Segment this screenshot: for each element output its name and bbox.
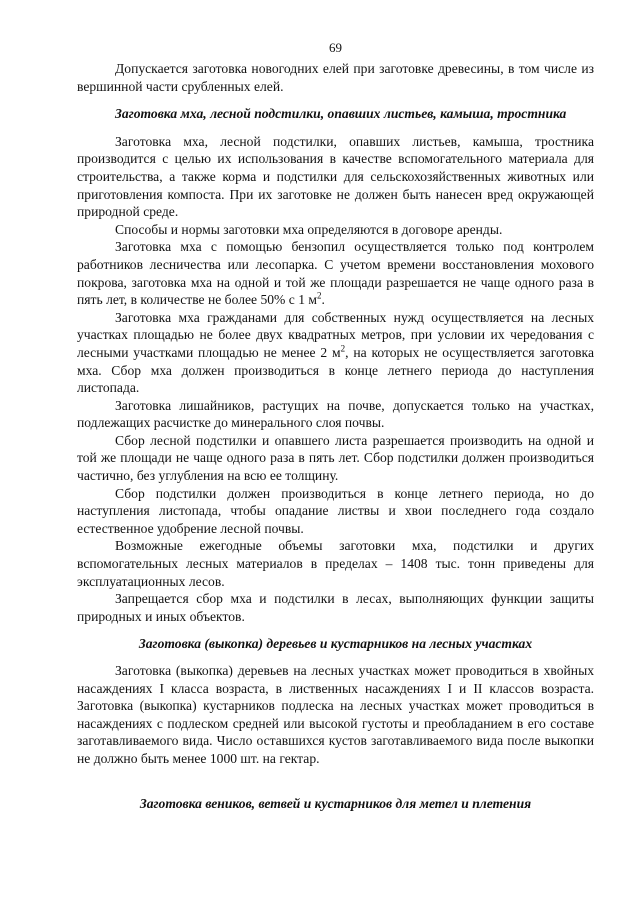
paragraph-lichens: Заготовка лишайников, растущих на почве, допускается только на участках, подлежащих расчистке до минерального слоя почвы. (77, 397, 594, 431)
document-page (77, 40, 594, 812)
paragraph-moss-citizens (77, 309, 594, 397)
paragraph-moss-citizens-text-b: , на которых не осуществляется заготовка мха. Сбор мха должен производиться в конце летнего периода до наступления листопада. (77, 344, 594, 396)
section-heading-digging: Заготовка (выкопка) деревьев и кустарников на лесных участках (138, 636, 533, 652)
paragraph-annual-volumes: Возможные ежегодные объемы заготовки мха, подстилки и других вспомогательных лесных материалов в пределах – 1408 тыс. тонн приведены для эксплуатационных лесов. (77, 538, 594, 589)
paragraph-moss-citizens-text-a: Заготовка мха гражданами для собственных нужд осуществляется на лесных участках площадью не более двух квадратных метров, при условии их чередования с лесными участками площадью не менее 2 м (77, 309, 594, 360)
paragraph-litter-collection: Сбор лесной подстилки и опавшего листа разрешается производить на одной и той же площади не чаще одного раза в пять лет. Сбор подстилки должен производиться частично, без углубления на всю ее толщину. (77, 432, 594, 484)
paragraph-moss-purpose: Заготовка мха, лесной подстилки, опавших листьев, камыша, тростника производится с целью их использования в качестве вспомогательного материала для строительства, а также корма и подстилки для сельскохозяйственных животных или приготовления компоста. При их заготовке не должен быть нанесен вред окружающей природной среде. (77, 133, 594, 220)
superscript-square: 2 (317, 290, 322, 301)
paragraph-digging-trees: Заготовка (выкопка) деревьев на лесных участках может проводиться в хвойных насаждениях I класса возраста, в лиственных насаждениях I и II классов возраста. Заготовка (выкопка) кустарников подлеска на лесных участках может проводиться в насаждениях с подлеском средней или высокой густоты и преобладанием в его составе заготавливаемого вида. Число оставшихся кустов заготавливаемого вида после выкопки не должно быть менее 1000 шт. на гектар. (77, 663, 594, 766)
paragraph-prohibition: Запрещается сбор мха и подстилки в лесах, выполняющих функции защиты природных и иных объектов. (77, 591, 594, 624)
paragraph-moss-chainsaw-end: . (321, 292, 325, 308)
section-heading-moss: Заготовка мха, лесной подстилки, опавших листьев, камыша, тростника (115, 106, 567, 122)
paragraph-new-year-trees: Допускается заготовка новогодних елей при заготовке древесины, в том числе из вершинной части срубленных елей. (77, 61, 594, 94)
page-number: 69 (329, 40, 342, 55)
superscript-square: 2 (340, 343, 346, 354)
paragraph-litter-timing: Сбор подстилки должен производиться в конце летнего периода, но до наступления листопада, чтобы опадание листвы и хвои последнего года создало естественное удобрение лесной почвы. (77, 485, 594, 536)
paragraph-moss-methods: Способы и нормы заготовки мха определяются в договоре аренды. (115, 221, 503, 237)
section-heading-brooms: Заготовка веников, ветвей и кустарников для метел и плетения (139, 795, 532, 811)
paragraph-moss-chainsaw (77, 238, 594, 308)
paragraph-moss-chainsaw-text: Заготовка мха с помощью бензопил осуществляется только под контролем работников лесничества или лесопарка. С учетом времени восстановления мохового покрова, заготовка мха на одной и той же площади разрешается не чаще одного раза в пять лет, в количестве не более 50% с 1 м (77, 239, 594, 308)
